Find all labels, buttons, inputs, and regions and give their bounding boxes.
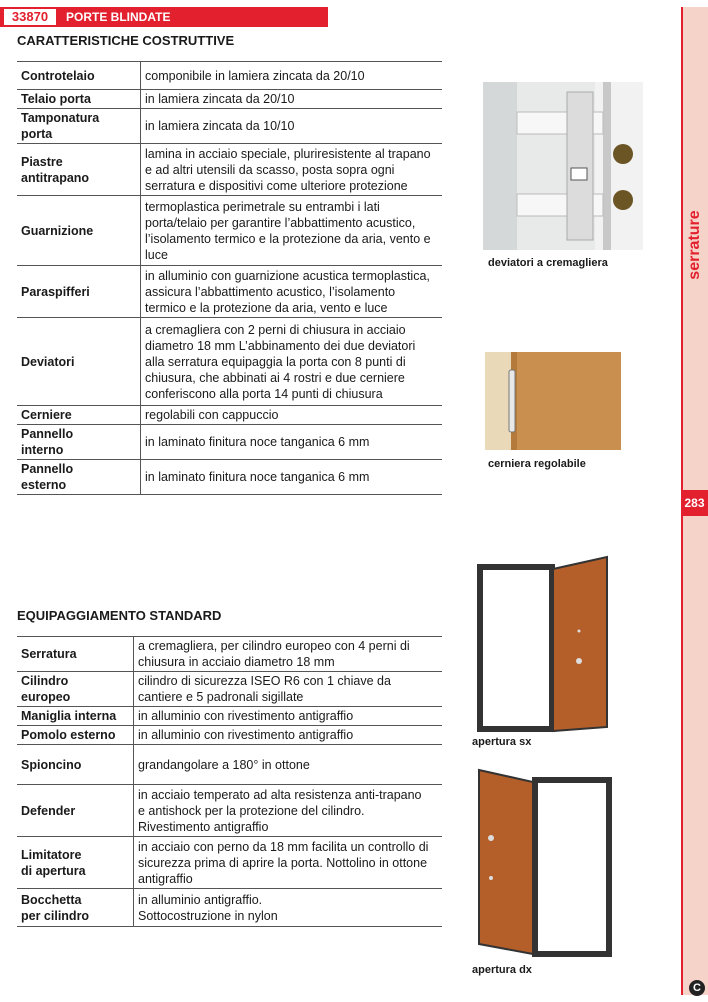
table-row bbox=[17, 785, 442, 837]
row-value: in lamiera zincata da 20/10 bbox=[141, 90, 443, 109]
row-value: lamina in acciaio speciale, pluriresistente al trapano e ad altri utensili da scasso, posta sopra ogni serratura e dispositivi come ulteriore protezione bbox=[141, 144, 443, 196]
row-label: Telaio porta bbox=[17, 90, 141, 109]
specs-table bbox=[17, 61, 442, 495]
table-row bbox=[17, 707, 442, 726]
table-row bbox=[17, 318, 442, 406]
row-value: regolabili con cappuccio bbox=[141, 406, 443, 425]
section-tab-label: serrature bbox=[685, 210, 703, 280]
table-row bbox=[17, 889, 442, 927]
table-row bbox=[17, 266, 442, 318]
table-row bbox=[17, 460, 442, 495]
row-label: Maniglia interna bbox=[17, 707, 134, 726]
header-title: PORTE BLINDATE bbox=[66, 10, 171, 24]
table-row bbox=[17, 745, 442, 785]
section-title-equipaggiamento: EQUIPAGGIAMENTO STANDARD bbox=[17, 608, 222, 623]
header-bar bbox=[0, 7, 328, 27]
door-apertura-dx-illustration bbox=[475, 766, 617, 958]
table-row bbox=[17, 196, 442, 266]
table-row bbox=[17, 144, 442, 196]
table-row bbox=[17, 425, 442, 460]
apertura-dx-caption: apertura dx bbox=[472, 964, 532, 976]
row-label: Deviatori bbox=[17, 318, 141, 406]
row-label: Bocchetta per cilindro bbox=[17, 889, 134, 927]
row-value: in alluminio con rivestimento antigraffio bbox=[134, 726, 443, 745]
row-value: a cremagliera con 2 perni di chiusura in acciaio diametro 18 mm L’abbinamento dei due deviatori alla serratura equipaggia la porta con 8 punti di chiusura, che abbinati ai 4 rostri e due cerniere conferiscono alla porta 14 punti di chiusura bbox=[141, 318, 443, 406]
row-value: in laminato finitura noce tanganica 6 mm bbox=[141, 425, 443, 460]
row-value: cilindro di sicurezza ISEO R6 con 1 chiave da cantiere e 5 padronali sigillate bbox=[134, 672, 443, 707]
table-row bbox=[17, 637, 442, 672]
apertura-sx-caption: apertura sx bbox=[472, 736, 532, 748]
row-value: in acciaio temperato ad alta resistenza anti-trapano e antishock per la protezione del cilindro. Rivestimento antigraffio bbox=[134, 785, 443, 837]
row-label: Limitatore di apertura bbox=[17, 837, 134, 889]
row-label: Piastre antitrapano bbox=[17, 144, 141, 196]
section-title-caratteristiche: CARATTERISTICHE COSTRUTTIVE bbox=[17, 33, 235, 48]
row-label: Controtelaio bbox=[17, 62, 141, 90]
table-row bbox=[17, 726, 442, 745]
row-value: componibile in lamiera zincata da 20/10 bbox=[141, 62, 443, 90]
table-row bbox=[17, 672, 442, 707]
cerniera-caption: cerniera regolabile bbox=[488, 458, 586, 470]
row-label: Cerniere bbox=[17, 406, 141, 425]
table-row bbox=[17, 90, 442, 109]
page-number: 283 bbox=[681, 490, 708, 516]
row-label: Spioncino bbox=[17, 745, 134, 785]
section-tab-serrature bbox=[681, 195, 708, 295]
row-label: Paraspifferi bbox=[17, 266, 141, 318]
brand-logo-icon: C bbox=[689, 980, 705, 996]
row-label: Serratura bbox=[17, 637, 134, 672]
row-label: Tamponatura porta bbox=[17, 109, 141, 144]
row-label: Pannello esterno bbox=[17, 460, 141, 495]
deviatori-caption: deviatori a cremagliera bbox=[488, 257, 608, 269]
table-row bbox=[17, 837, 442, 889]
row-value: termoplastica perimetrale su entrambi i lati porta/telaio per garantire l’abbattimento acustico, l’isolamento termico e la protezione da aria, vento e luce bbox=[141, 196, 443, 266]
row-value: a cremagliera, per cilindro europeo con 4 perni di chiusura in acciaio diametro 18 mm bbox=[134, 637, 443, 672]
row-value: in acciaio con perno da 18 mm facilita un controllo di sicurezza prima di aprire la porta. Nottolino in ottone antigraffio bbox=[134, 837, 443, 889]
catalog-code: 33870 bbox=[4, 9, 56, 25]
row-value: in lamiera zincata da 10/10 bbox=[141, 109, 443, 144]
row-label: Guarnizione bbox=[17, 196, 141, 266]
row-value: in alluminio con guarnizione acustica termoplastica, assicura l’abbattimento acustico, l’isolamento termico e la protezione da aria, vento e luce bbox=[141, 266, 443, 318]
row-value: in alluminio antigraffio. Sottocostruzione in nylon bbox=[134, 889, 443, 927]
row-label: Defender bbox=[17, 785, 134, 837]
cerniera-photo bbox=[485, 352, 621, 450]
equipment-table bbox=[17, 636, 442, 927]
door-apertura-sx-illustration bbox=[475, 555, 610, 735]
row-value: in alluminio con rivestimento antigraffio bbox=[134, 707, 443, 726]
table-row bbox=[17, 406, 442, 425]
row-value: grandangolare a 180° in ottone bbox=[134, 745, 443, 785]
deviatori-photo bbox=[483, 82, 643, 250]
table-row bbox=[17, 62, 442, 90]
table-row bbox=[17, 109, 442, 144]
row-label: Cilindro europeo bbox=[17, 672, 134, 707]
row-label: Pannello interno bbox=[17, 425, 141, 460]
row-value: in laminato finitura noce tanganica 6 mm bbox=[141, 460, 443, 495]
row-label: Pomolo esterno bbox=[17, 726, 134, 745]
